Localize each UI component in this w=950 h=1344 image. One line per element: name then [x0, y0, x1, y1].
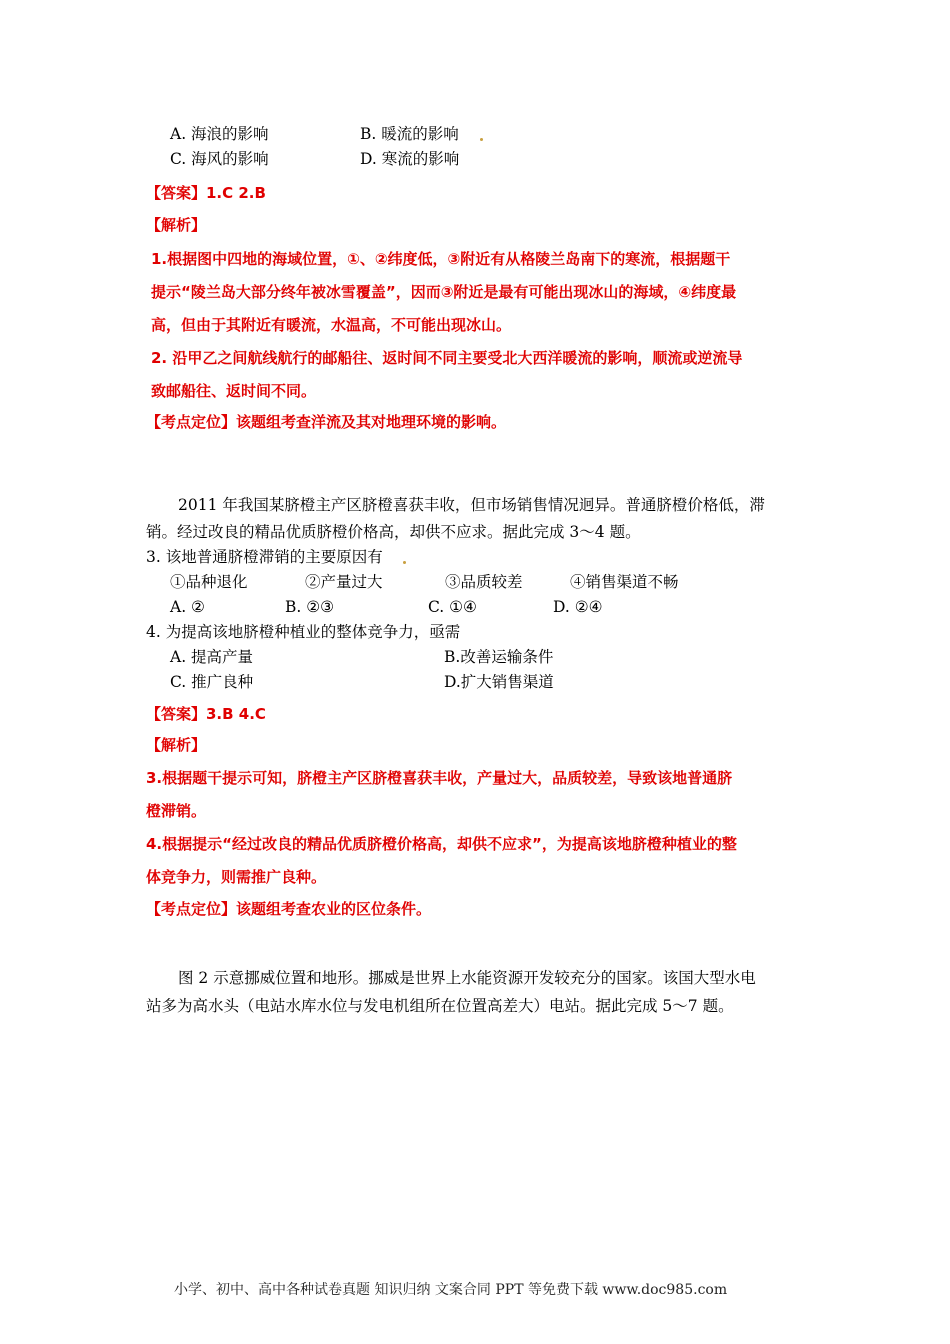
- analysis1-line-3: 高，但由于其附近有暖流，水温高，不可能出现冰山。: [151, 316, 512, 334]
- kaodian-2: 【考点定位】该题组考查农业的区位条件。: [146, 900, 432, 918]
- q2-option-d: D. 寒流的影响: [360, 150, 460, 168]
- decor-dot: [403, 561, 406, 564]
- intro2-line-2: 销。经过改良的精品优质脐橙价格高，却供不应求。据此完成 3～4 题。: [146, 523, 641, 541]
- q2-option-c: C. 海风的影响: [170, 150, 269, 168]
- q3-item-4: ④销售渠道不畅: [570, 573, 679, 591]
- q3-item-2: ②产量过大: [305, 573, 383, 591]
- kaodian-1: 【考点定位】该题组考查洋流及其对地理环境的影响。: [146, 413, 507, 431]
- q3-stem: 3. 该地普通脐橙滞销的主要原因有: [146, 548, 383, 566]
- intro3-line-2: 站多为高水头（电站水库水位与发电机组所在位置高差大）电站。据此完成 5～7 题。: [146, 997, 734, 1015]
- q3-option-d: D. ②④: [553, 598, 603, 616]
- q3-option-a: A. ②: [170, 598, 205, 616]
- intro3-line-1: 图 2 示意挪威位置和地形。挪威是世界上水能资源开发较充分的国家。该国大型水电: [178, 969, 756, 987]
- analysis1-line-4: 2. 沿甲乙之间航线航行的邮船往、返时间不同主要受北大西洋暖流的影响，顺流或逆流导: [151, 349, 743, 367]
- analysis1-line-5: 致邮船往、返时间不同。: [151, 382, 317, 400]
- q3-item-3: ③品质较差: [445, 573, 523, 591]
- analysis-label-1: 【解析】: [146, 216, 207, 234]
- analysis1-line-2: 提示“陵兰岛大部分终年被冰雪覆盖”，因而③附近是最有可能出现冰山的海域，④纬度最: [151, 283, 737, 301]
- analysis1-line-1: 1.根据图中四地的海域位置，①、②纬度低，③附近有从格陵兰岛南下的寒流，根据题干: [151, 250, 731, 268]
- answer-3-4: 【答案】3.B 4.C: [146, 705, 266, 723]
- analysis2-line-2: 橙滞销。: [146, 802, 207, 820]
- q3-option-b: B. ②③: [285, 598, 335, 616]
- intro2-line-1: 2011 年我国某脐橙主产区脐橙喜获丰收，但市场销售情况迥异。普通脐橙价格低，滞: [178, 496, 765, 514]
- q4-stem: 4. 为提高该地脐橙种植业的整体竞争力，亟需: [146, 623, 461, 641]
- q4-option-d: D.扩大销售渠道: [444, 673, 554, 691]
- analysis2-line-4: 体竞争力，则需推广良种。: [146, 868, 327, 886]
- q3-item-1: ①品种退化: [170, 573, 248, 591]
- q4-option-c: C. 推广良种: [170, 673, 254, 691]
- q2-option-a: A. 海浪的影响: [170, 125, 269, 143]
- q4-option-a: A. 提高产量: [170, 648, 254, 666]
- q2-option-b: B. 暖流的影响: [360, 125, 459, 143]
- answer-1-2: 【答案】1.C 2.B: [146, 184, 266, 202]
- analysis-label-2: 【解析】: [146, 736, 207, 754]
- analysis2-line-3: 4.根据提示“经过改良的精品优质脐橙价格高，却供不应求”，为提高该地脐橙种植业的整: [146, 835, 737, 853]
- q4-option-b: B.改善运输条件: [444, 648, 554, 666]
- q3-option-c: C. ①④: [428, 598, 477, 616]
- analysis2-line-1: 3.根据题干提示可知，脐橙主产区脐橙喜获丰收，产量过大，品质较差，导致该地普通脐: [146, 769, 733, 787]
- decor-dot: [480, 138, 483, 141]
- page-footer: 小学、初中、高中各种试卷真题 知识归纳 文案合同 PPT 等免费下载 www.doc985.com: [174, 1282, 728, 1298]
